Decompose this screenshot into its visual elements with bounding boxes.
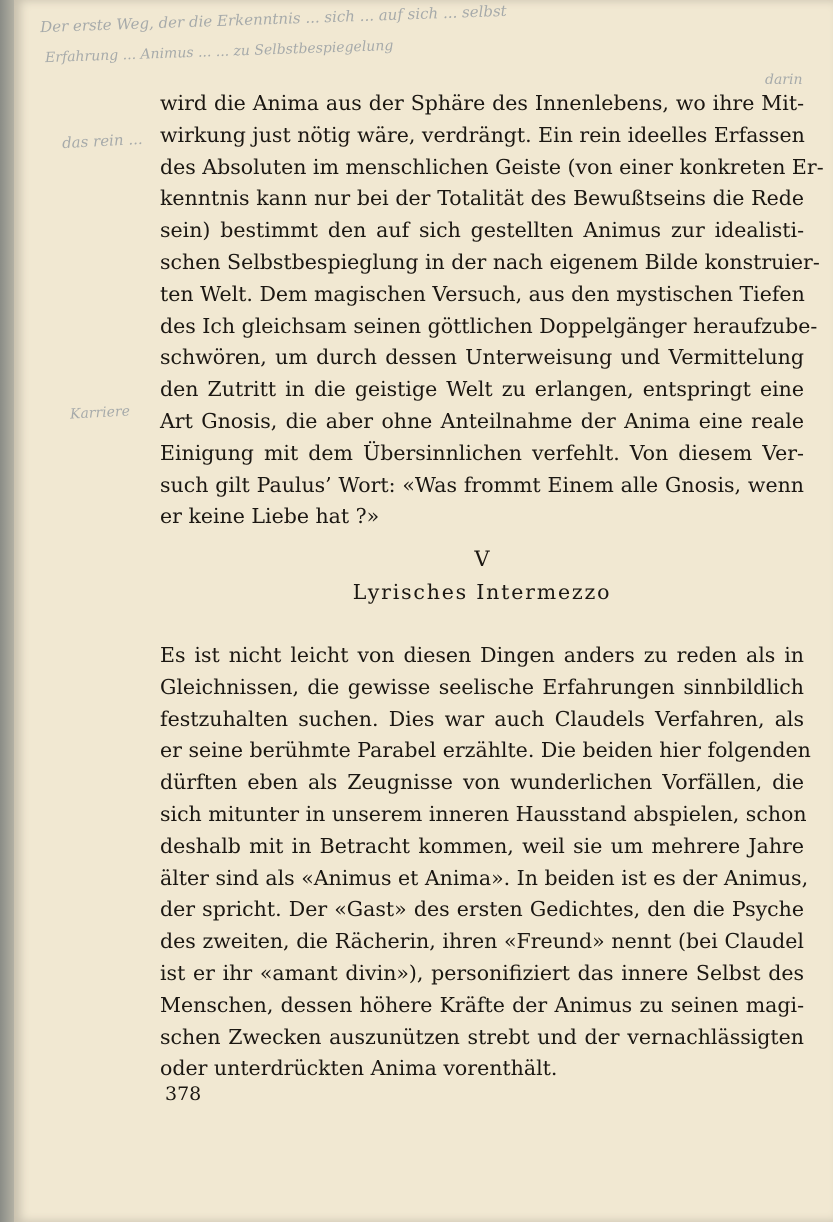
margin-note-left-1: das rein ... bbox=[61, 129, 144, 153]
text-line: kenntnis kann nur bei der Totalität des Bewußtseins die Rede bbox=[160, 186, 804, 211]
text-line: such gilt Paulus’ Wort: «Was frommt Einem alle Gnosis, wenn bbox=[160, 472, 804, 497]
paragraph-1 bbox=[160, 88, 824, 533]
text-line: festzuhalten suchen. Dies war auch Claudels Verfahren, als bbox=[160, 706, 804, 731]
text-line: des Ich gleichsam seinen göttlichen Doppelgänger heraufzube- bbox=[160, 313, 818, 338]
text-line: schwören, um durch dessen Unterweisung und Vermittelung bbox=[160, 345, 804, 370]
text-line: des Absoluten im menschlichen Geiste (von einer konkreten Er- bbox=[160, 154, 824, 179]
page-number: 378 bbox=[165, 1083, 202, 1105]
text-line: wirkung just nötig wäre, verdrängt. Ein rein ideelles Erfassen bbox=[160, 122, 805, 147]
text-line: schen Selbstbespieglung in der nach eigenem Bilde konstruier- bbox=[160, 249, 820, 274]
text-line: dürften eben als Zeugnisse von wunderlichen Vorfällen, die bbox=[160, 770, 804, 795]
margin-note-right: darin bbox=[765, 72, 803, 88]
text-line: der spricht. Der «Gast» des ersten Gedichtes, den die Psyche bbox=[160, 897, 804, 922]
text-line: schen Zwecken auszunützen strebt und der vernachlässigten bbox=[160, 1024, 804, 1049]
text-line: sich mitunter in unserem inneren Hausstand abspielen, schon bbox=[160, 801, 807, 826]
text-line: des zweiten, die Rächerin, ihren «Freund» nennt (bei Claudel bbox=[160, 929, 804, 954]
margin-note-left-2: Karriere bbox=[69, 403, 131, 423]
text-line: den Zutritt in die geistige Welt zu erlangen, entspringt eine bbox=[160, 377, 804, 402]
section-title: Lyrisches Intermezzo bbox=[352, 580, 612, 604]
margin-note-top-1: Der erste Weg, der die Erkenntnis ... sich ... auf sich ... selbst bbox=[39, 1, 507, 37]
margin-note-top-2: Erfahrung ... Animus ... ... zu Selbstbespiegelung bbox=[44, 37, 394, 67]
text-line: ist er ihr «amant divin»), personifiziert das innere Selbst des bbox=[160, 960, 804, 985]
text-line: Es ist nicht leicht von diesen Dingen anders zu reden als in bbox=[160, 643, 804, 667]
text-line: er seine berühmte Parabel erzählte. Die beiden hier folgenden bbox=[160, 738, 811, 763]
text-line: älter sind als «Animus et Anima». In beiden ist es der Animus, bbox=[160, 865, 809, 890]
text-line: Einigung mit dem Übersinnlichen verfehlt. Von diesem Ver- bbox=[160, 440, 804, 465]
text-line: Art Gnosis, die aber ohne Anteilnahme der Anima eine reale bbox=[160, 408, 804, 433]
text-line: Menschen, dessen höhere Kräfte der Animus zu seinen magi- bbox=[160, 992, 804, 1017]
text-line: wird die Anima aus der Sphäre des Innenlebens, wo ihre Mit- bbox=[160, 91, 804, 115]
text-line: er keine Liebe hat ?» bbox=[160, 504, 380, 529]
text-line: sein) bestimmt den auf sich gestellten Animus zur idealisti- bbox=[160, 218, 804, 243]
text-line: ten Welt. Dem magischen Versuch, aus den mystischen Tiefen bbox=[160, 281, 805, 306]
text-line: Gleichnissen, die gewisse seelische Erfahrungen sinnbildlich bbox=[160, 674, 804, 699]
paragraph-2 bbox=[160, 640, 811, 1085]
section-numeral: V bbox=[474, 547, 490, 571]
text-line: oder unterdrückten Anima vorenthält. bbox=[160, 1056, 558, 1081]
text-line: deshalb mit in Betracht kommen, weil sie um mehrere Jahre bbox=[160, 833, 804, 858]
